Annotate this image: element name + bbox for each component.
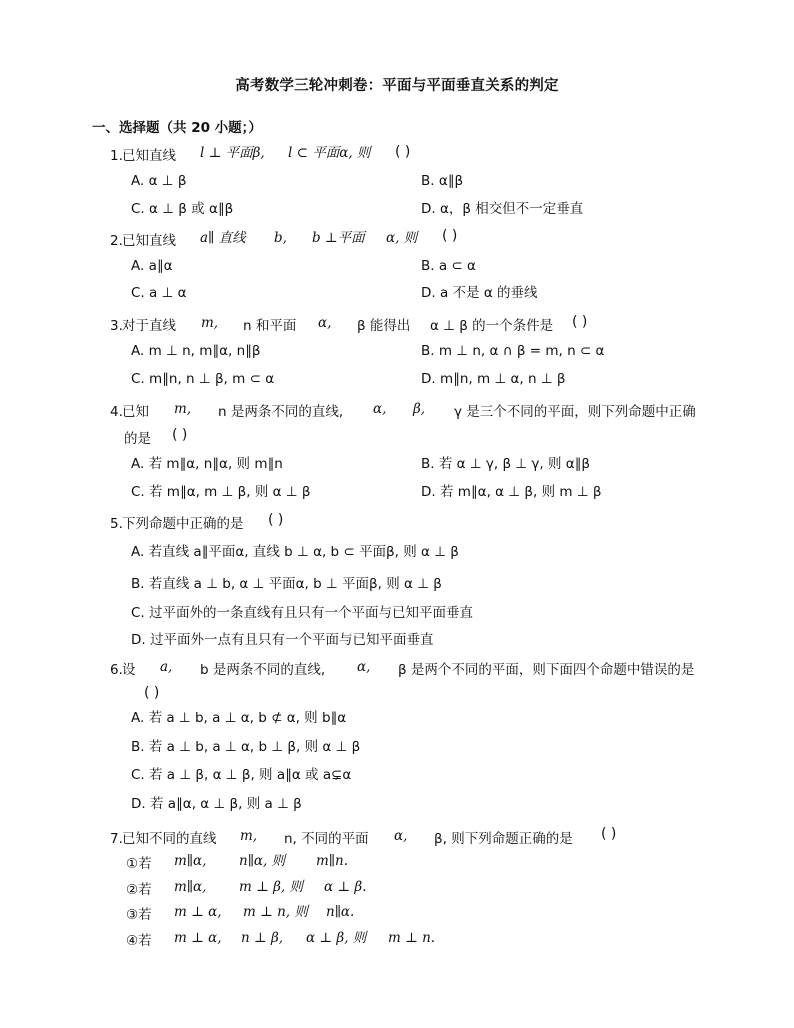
q3-stem: β 能得出 (357, 318, 411, 334)
q7-item-3: ③若 (126, 907, 152, 923)
q7-item-4-math: m ⊥ α, (174, 930, 222, 946)
q3-stem-math: m, (201, 315, 219, 331)
q3-stem: n 和平面 (243, 318, 297, 334)
q6-stem: b 是两条不同的直线, (200, 662, 326, 678)
q6-option-c: C. 若 a ⊥ β, α ⊥ β, 则 a∥α 或 a⊊α (131, 767, 352, 783)
q3-number: 3. (110, 318, 123, 334)
q7-item-3-math: m ⊥ α, (174, 904, 222, 920)
q7-stem: 已知不同的直线 (122, 831, 217, 847)
q4-number: 4. (110, 404, 123, 420)
q4-option-b: B. 若 α ⊥ γ, β ⊥ γ, 则 α∥β (421, 456, 591, 472)
q1-option-a: A. α ⊥ β (131, 173, 187, 189)
q5-stem: 下列命题中正确的是 (122, 516, 244, 532)
q7-item-3-math: n∥α. (326, 904, 355, 920)
q1-stem-math: l ⊂ 平面α, 则 (288, 145, 371, 161)
q7-stem: n, 不同的平面 (284, 831, 369, 847)
q6-option-b: B. 若 a ⊥ b, a ⊥ α, b ⊥ β, 则 α ⊥ β (131, 739, 361, 755)
answer-blank: ( ) (572, 314, 588, 330)
q2-stem-math: b ⊥平面 (312, 230, 365, 246)
q3-option-c: C. m∥n, n ⊥ β, m ⊂ α (131, 371, 275, 387)
answer-blank: ( ) (268, 512, 284, 528)
q6-stem: 设 (122, 662, 136, 678)
q2-option-c: C. a ⊥ α (131, 285, 187, 301)
q2-stem: 已知直线 (122, 233, 176, 249)
q1-option-c: C. α ⊥ β 或 α∥β (131, 201, 234, 217)
answer-blank: ( ) (601, 826, 617, 842)
q1-stem-math: l ⊥ 平面β, (200, 145, 265, 161)
q7-item-2-math: m∥α, (174, 879, 207, 895)
q4-option-a: A. 若 m∥α, n∥α, 则 m∥n (131, 456, 283, 472)
q5-option-d: D. 过平面外一点有且只有一个平面与已知平面垂直 (131, 632, 434, 648)
q6-option-a: A. 若 a ⊥ b, a ⊥ α, b ⊄ α, 则 b∥α (131, 710, 347, 726)
q1-option-d: D. α，β 相交但不一定垂直 (421, 201, 584, 217)
q1-option-b: B. α∥β (421, 173, 464, 189)
q3-stem: 对于直线 (122, 318, 176, 334)
answer-blank: ( ) (442, 228, 458, 244)
q7-number: 7. (110, 831, 123, 847)
q6-stem-math: α, (357, 659, 371, 675)
q7-stem-math: α, (394, 828, 408, 844)
q5-option-b: B. 若直线 a ⊥ b, α ⊥ 平面α, b ⊥ 平面β, 则 α ⊥ β (131, 576, 442, 592)
q2-number: 2. (110, 233, 123, 249)
q7-item-4-math: α ⊥ β, 则 (306, 930, 367, 946)
q4-option-c: C. 若 m∥α, m ⊥ β, 则 α ⊥ β (131, 484, 311, 500)
q6-option-d: D. 若 a∥α, α ⊥ β, 则 a ⊥ β (131, 796, 302, 812)
answer-blank: ( ) (395, 144, 411, 160)
q6-stem: β 是两个不同的平面，则下面四个命题中错误的是 (398, 662, 695, 678)
q4-stem: 已知 (122, 404, 149, 420)
q7-stem: β, 则下列命题正确的是 (434, 831, 573, 847)
q7-item-3-math: m ⊥ n, 则 (243, 904, 308, 920)
page-title: 高考数学三轮冲刺卷：平面与平面垂直关系的判定 (235, 78, 559, 94)
q4-stem-math: β, (413, 401, 426, 417)
q3-option-d: D. m∥n, m ⊥ α, n ⊥ β (421, 371, 566, 387)
q7-item-4: ④若 (126, 933, 152, 949)
q7-item-4-math: m ⊥ n. (388, 930, 436, 946)
q4-stem: γ 是三个不同的平面，则下列命题中正确 (454, 404, 696, 420)
q7-item-1-math: m∥n. (316, 853, 349, 869)
q7-item-2-math: m ⊥ β, 则 (239, 879, 303, 895)
q4-stem: 的是 (124, 431, 151, 447)
q6-stem-math: a, (160, 659, 173, 675)
q7-item-4-math: n ⊥ β, (241, 930, 284, 946)
q1-stem: 已知直线 (122, 148, 176, 164)
q7-item-1-math: m∥α, (174, 853, 207, 869)
q3-option-a: A. m ⊥ n, m∥α, n∥β (131, 343, 261, 359)
q5-option-c: C. 过平面外的一条直线有且只有一个平面与已知平面垂直 (131, 605, 474, 621)
q2-option-d: D. a 不是 α 的垂线 (421, 285, 538, 301)
q5-option-a: A. 若直线 a∥平面α, 直线 b ⊥ α, b ⊂ 平面β, 则 α ⊥ β (131, 544, 459, 560)
q7-item-2-math: α ⊥ β. (324, 879, 367, 895)
q5-number: 5. (110, 516, 123, 532)
q3-stem-math: α, (318, 315, 332, 331)
q2-stem-math: b, (274, 230, 287, 246)
q7-item-2: ②若 (126, 882, 152, 898)
q3-stem: α ⊥ β 的一个条件是 (430, 318, 554, 334)
q2-option-b: B. a ⊂ α (421, 258, 476, 274)
q2-stem-math: α, 则 (386, 230, 418, 246)
q3-option-b: B. m ⊥ n, α ∩ β = m, n ⊂ α (421, 343, 605, 359)
q7-stem-math: m, (240, 828, 258, 844)
answer-blank: ( ) (144, 685, 160, 701)
q7-item-1-math: n∥α, 则 (239, 853, 286, 869)
q6-number: 6. (110, 662, 123, 678)
q4-stem-math: α, (373, 401, 387, 417)
q4-option-d: D. 若 m∥α, α ⊥ β, 则 m ⊥ β (421, 484, 602, 500)
q7-item-1: ①若 (126, 856, 152, 872)
q1-number: 1. (110, 148, 123, 164)
q4-stem: n 是两条不同的直线, (218, 404, 344, 420)
q2-stem-math: a∥ 直线 (200, 230, 246, 246)
answer-blank: ( ) (172, 427, 188, 443)
q4-stem-math: m, (174, 401, 192, 417)
section-heading: 一、选择题（共 20 小题；） (92, 120, 262, 136)
q2-option-a: A. a∥α (131, 258, 173, 274)
